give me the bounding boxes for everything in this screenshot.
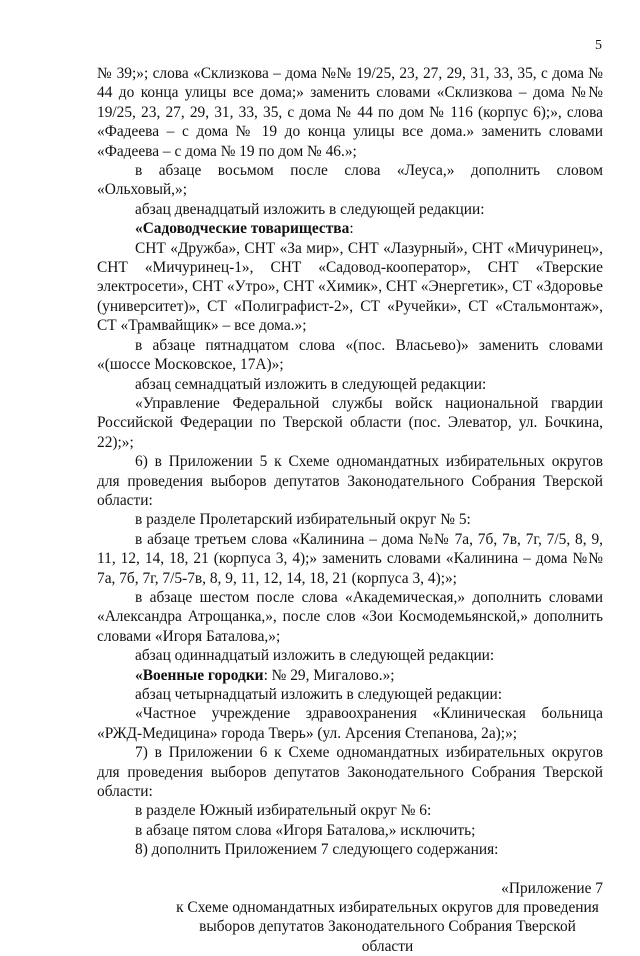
paragraph-10: в разделе Пролетарский избирательный округ № 5: (135, 511, 471, 529)
paragraph-20: 8) дополнить Приложением 7 следующего содержания: (135, 841, 499, 859)
section-heading-gardening: «Садоводческие товарищества (135, 220, 350, 238)
paragraph-7: абзац семнадцатый изложить в следующей редакции: (135, 375, 487, 393)
paragraph-6: в абзаце пятнадцатом слова «(пос. Власьево)» заменить словами «(шоссе Московское, 17А)»; (97, 336, 603, 374)
paragraph-12: в абзаце шестом после слова «Академическая,» дополнить словами «Александра Атрощанка,», после слов «Зои Космодемьянской,» дополнить словами «Игоря Баталова,»; (97, 588, 603, 645)
paragraph-8: «Управление Федеральной службы войск национальной гвардии Российской Федерации по Тверской области (пос. Элеватор, ул. Бочкина, 22);»; (97, 394, 603, 451)
appendix-title: «Приложение 7 (501, 879, 603, 897)
paragraph-2: в абзаце восьмом после слова «Леуса,» дополнить словом «Ольховый,»; (97, 162, 603, 199)
paragraph-13: абзац одиннадцатый изложить в следующей редакции: (135, 647, 495, 665)
paragraph-3: абзац двенадцатый изложить в следующей редакции: (135, 200, 485, 218)
paragraph-9: 6) в Приложении 5 к Схеме одномандатных избирательных округов для проведения выборов депутатов Законодательного Собрания Тверской области: (97, 453, 603, 509)
paragraph-11: в абзаце третьем слова «Калинина – дома №№ 7а, 7б, 7в, 7г, 7/5, 8, 9, 11, 12, 14, 18, 21 (корпуса 3, 4);» заменить словами «Калинина – дома №№ 7а, 7б, 7г, 7/5-7в, 8, 9, 11, 12, 14, 18, 21 (корпуса 3, 4);»; (97, 530, 603, 587)
paragraph-17: 7) в Приложении 6 к Схеме одномандатных избирательных округов для проведения выборов депутатов Законодательного Собрания Тверской области: (97, 744, 603, 801)
paragraph-1: № 39;»; слова «Склизкова – дома №№ 19/25, 23, 27, 29, 31, 33, 35, с дома № 44 до конца улицы все дома;» заменить словами «Склизкова – дома №№ 19/25, 23, 27, 29, 31, 33, 35, с дома № 44 по дом № 116 (корпус 6);», слова «Фадеева – с дома № 19 до конца улицы все дома.» заменить словами «Фадеева – с дома № 19 по дом № 46.»; (97, 65, 603, 160)
paragraph-15: абзац четырнадцатый изложить в следующей редакции: (135, 686, 502, 703)
paragraph-19: в абзаце пятом слова «Игоря Баталова,» исключить; (135, 821, 476, 839)
paragraph-14 (97, 666, 603, 685)
appendix-subtitle-line-2: выборов депутатов Законодательного Собрания Тверской области (199, 918, 576, 955)
paragraph-5: СНТ «Дружба», СНТ «За мир», СНТ «Лазурный», СНТ «Мичуринец», СНТ «Мичуринец-1», СНТ «Садовод-кооператор», СНТ «Тверские электросети», СНТ «Утро», СНТ «Химик», СНТ «Энергетик», СТ «Здоровье (университет)», СТ «Полиграфист-2», СТ «Ручейки», СТ «Стальмонтаж», СТ «Трамвайщик» – все дома.»; (97, 239, 603, 335)
document-body (97, 64, 603, 956)
military-towns-text: : № 29, Мигалово.»; (263, 666, 395, 684)
paragraph-16: «Частное учреждение здравоохранения «Клиническая больница «РЖД-Медицина» города Тверь» (ул. Арсения Степанова, 2а);»; (97, 705, 603, 742)
paragraph-18: в разделе Южный избирательный округ № 6: (135, 802, 432, 820)
page-number: 5 (595, 38, 602, 53)
section-heading-colon: : (349, 220, 354, 238)
section-heading-military: «Военные городки (135, 666, 264, 684)
paragraph-4 (97, 219, 603, 238)
appendix-subtitle-line-1: к Схеме одномандатных избирательных округов для проведения (176, 899, 599, 917)
